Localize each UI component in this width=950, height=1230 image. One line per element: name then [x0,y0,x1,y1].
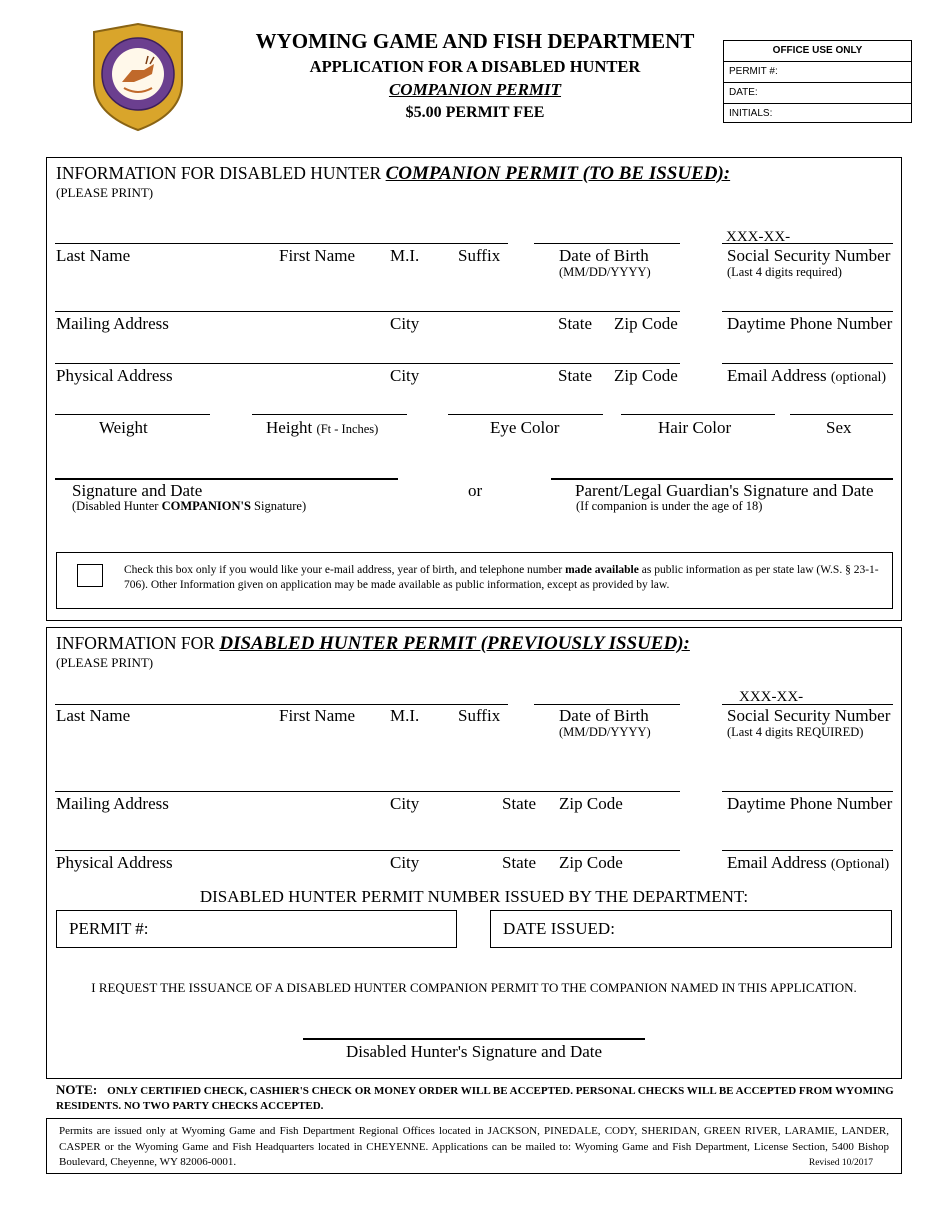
companion-mi-label: M.I. [390,246,420,265]
hunter-email-line[interactable] [722,850,893,851]
companion-physical-zip-label: Zip Code [614,366,678,385]
hunter-physical-zip-label: Zip Code [559,853,623,872]
footer-text: Permits are issued only at Wyoming Game and Fish Department Regional Offices located in JACKSON, PINEDALE, CODY, SHERIDAN, GREEN RIVER, LARAMIE, LANDER, CASPER or the Wyoming Game and Fish Headquarters located in CHEYENNE. Applications can be mailed to: Wyoming Game and Fish Department, License Section, 5400 Bishop Boulevard, Cheyenne, WY 82006-0001. [59,1125,889,1168]
companion-physical-line[interactable] [55,363,680,364]
hunter-email-text: Email Address [727,853,827,872]
companion-mailing-line[interactable] [55,311,680,312]
companion-weight-label: Weight [99,418,148,437]
companion-mailing-city-label: City [390,314,420,333]
hunter-mailing-line[interactable] [55,791,680,792]
companion-signature-note [72,499,306,514]
hunter-name-line[interactable] [55,704,508,705]
office-permit-field[interactable]: PERMIT #: [724,61,911,82]
hunter-signature-label: Disabled Hunter's Signature and Date [345,1042,603,1061]
public-info-text [124,563,879,593]
revised-date: Revised 10/2017 [808,1158,873,1168]
hunter-section-title [56,633,690,655]
hunter-dob-line[interactable] [534,704,680,705]
hunter-signature-line[interactable] [303,1038,645,1040]
companion-sex-label: Sex [826,418,852,437]
hunter-email-label [727,853,889,873]
companion-suffix-label: Suffix [458,246,501,265]
department-seal [88,22,188,132]
permit-number-label: PERMIT #: [69,919,149,938]
companion-title-emph: COMPANION PERMIT (TO BE ISSUED): [385,163,731,184]
hunter-ssn-prefix: XXX-XX- [739,689,804,705]
sig-note-a: (Disabled Hunter [72,499,162,513]
companion-email-line[interactable] [722,363,893,364]
companion-dob-line[interactable] [534,243,680,244]
public-info-checkbox[interactable] [77,564,103,587]
public-info-text-c: as public information as per state law (W.S. § 23-1-706). Other Information given on application may be made available as public information, except as provided by law. [124,564,879,591]
companion-ssn-prefix: XXX-XX- [726,229,791,245]
hunter-mailing-city-label: City [390,794,420,813]
companion-eye-line[interactable] [448,414,603,415]
companion-ssn-note: (Last 4 digits required) [727,265,842,279]
companion-eye-label: Eye Color [490,418,560,437]
office-use-box [723,40,912,123]
companion-mailing-label: Mailing Address [56,314,169,333]
agency-name: WYOMING GAME AND FISH DEPARTMENT [255,29,695,53]
hunter-physical-state-label: State [502,853,536,872]
companion-section-title [56,163,730,185]
footer-box [46,1118,902,1174]
companion-height-text: Height [266,418,313,437]
companion-email-text: Email Address [727,366,827,385]
hunter-suffix-label: Suffix [458,706,501,725]
companion-height-unit: (Ft - Inches) [316,422,379,436]
companion-signature-label: Signature and Date [72,481,203,500]
companion-height-line[interactable] [252,414,407,415]
date-issued-label: DATE ISSUED: [503,919,615,938]
form-subtitle: COMPANION PERMIT [388,80,562,99]
hunter-email-optional: (Optional) [830,857,890,872]
companion-sex-line[interactable] [790,414,893,415]
permit-number-field[interactable] [56,910,457,948]
hunter-mi-label: M.I. [390,706,420,725]
companion-title-plain: INFORMATION FOR DISABLED HUNTER [56,163,386,183]
hunter-physical-label: Physical Address [56,853,173,872]
form-title: APPLICATION FOR A DISABLED HUNTER [309,57,641,76]
payment-note-label: NOTE: [56,1082,98,1097]
permit-number-heading: DISABLED HUNTER PERMIT NUMBER ISSUED BY THE DEPARTMENT: [199,887,749,906]
hunter-mailing-label: Mailing Address [56,794,169,813]
hunter-phone-line[interactable] [722,791,893,792]
hunter-dob-label: Date of Birth [559,706,649,725]
hunter-physical-city-label: City [390,853,420,872]
companion-mailing-zip-label: Zip Code [614,314,678,333]
companion-last-name-label: Last Name [56,246,131,265]
hunter-last-name-label: Last Name [56,706,131,725]
hunter-phone-label: Daytime Phone Number [727,794,893,813]
companion-hair-line[interactable] [621,414,775,415]
signature-or: or [468,481,483,500]
companion-physical-label: Physical Address [56,366,173,385]
companion-first-name-label: First Name [279,246,356,265]
companion-height-label [266,418,378,438]
companion-physical-city-label: City [390,366,420,385]
office-use-title: OFFICE USE ONLY [772,45,863,56]
hunter-dob-format: (MM/DD/YYYY) [559,725,651,739]
guardian-signature-label: Parent/Legal Guardian's Signature and Date [575,481,874,500]
office-initials-field[interactable]: INITIALS: [724,103,911,124]
hunter-ssn-note: (Last 4 digits REQUIRED) [727,725,864,739]
sig-note-b: COMPANION'S [161,499,251,513]
companion-hair-label: Hair Color [658,418,732,437]
payment-note [56,1082,896,1114]
hunter-mailing-state-label: State [502,794,536,813]
companion-mailing-state-label: State [558,314,592,333]
sig-note-c: Signature) [250,499,307,513]
hunter-please-print: (PLEASE PRINT) [56,655,154,670]
public-info-text-a: Check this box only if you would like your e-mail address, year of birth, and telephone number [124,564,566,576]
companion-signature-line[interactable] [55,478,398,480]
companion-phone-line[interactable] [722,311,893,312]
guardian-signature-note: (If companion is under the age of 18) [576,499,763,513]
permit-fee: $5.00 PERMIT FEE [405,104,545,121]
public-info-text-b: made available [565,564,639,576]
guardian-signature-line[interactable] [551,478,893,480]
hunter-physical-line[interactable] [55,850,680,851]
request-statement: I REQUEST THE ISSUANCE OF A DISABLED HUNTER COMPANION PERMIT TO THE COMPANION NAMED IN THIS APPLICATION. [91,980,857,995]
companion-weight-line[interactable] [55,414,210,415]
hunter-title-emph: DISABLED HUNTER PERMIT (PREVIOUSLY ISSUED): [219,633,690,654]
office-date-field[interactable]: DATE: [724,82,911,103]
companion-ssn-label: Social Security Number [727,246,891,265]
companion-email-optional: (optional) [830,370,887,385]
companion-dob-label: Date of Birth [559,246,649,265]
date-issued-field[interactable] [490,910,892,948]
companion-name-line[interactable] [55,243,508,244]
companion-dob-format: (MM/DD/YYYY) [559,265,651,279]
hunter-mailing-zip-label: Zip Code [559,794,623,813]
payment-note-text: ONLY CERTIFIED CHECK, CASHIER'S CHECK OR MONEY ORDER WILL BE ACCEPTED. PERSONAL CHECKS WILL BE ACCEPTED FROM WYOMING RESIDENTS. NO TWO PARTY CHECKS ACCEPTED. [56,1085,894,1112]
companion-physical-state-label: State [558,366,592,385]
hunter-title-plain: INFORMATION FOR [56,633,220,653]
companion-phone-label: Daytime Phone Number [727,314,893,333]
hunter-ssn-label: Social Security Number [727,706,891,725]
companion-please-print: (PLEASE PRINT) [56,185,154,200]
hunter-first-name-label: First Name [279,706,356,725]
companion-email-label [727,366,886,386]
